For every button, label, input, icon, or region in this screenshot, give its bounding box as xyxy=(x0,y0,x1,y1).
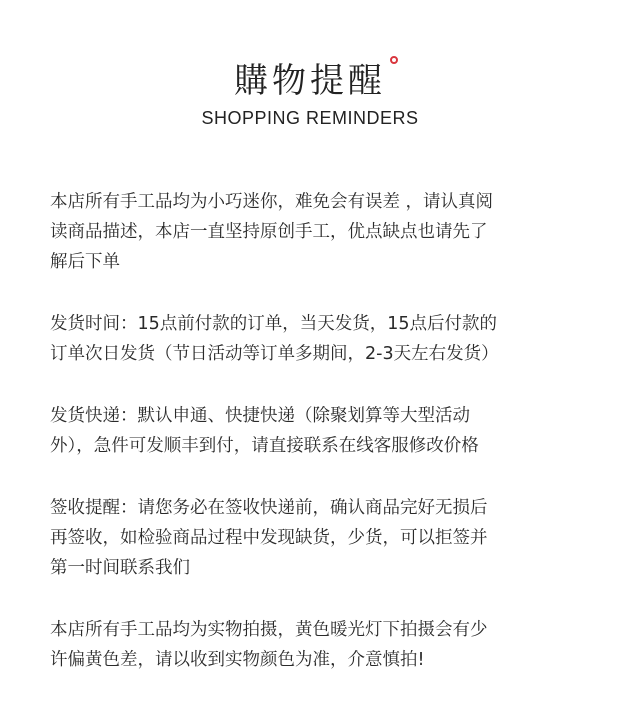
paragraph-signing-reminder: 签收提醒：请您务必在签收快递前，确认商品完好无损后 再签收，如检验商品过程中发现缺货，少货，可以拒签并 第一时间联系我们 xyxy=(50,498,488,578)
paragraph-courier: 发货快递：默认申通、快捷快递（除聚划算等大型活动 外），急件可发顺丰到付，请直接联系在线客服修改价格 xyxy=(50,406,479,456)
circle-dot-icon xyxy=(390,56,398,64)
paragraph-handmade-notice: 本店所有手工品均为小巧迷你，难免会有误差 ，请认真阅 读商品描述，本店一直坚持原创手工，优点缺点也请先了 解后下单 xyxy=(50,192,494,272)
title-wrap xyxy=(234,58,386,104)
page-title: 購物提醒 xyxy=(234,61,386,101)
page-subtitle: SHOPPING REMINDERS xyxy=(201,108,419,128)
paragraph-shipping-time: 发货时间：15点前付款的订单，当天发货，15点后付款的 订单次日发货（节日活动等订单多期间，2-3天左右发货） xyxy=(50,314,499,364)
reminder-content xyxy=(50,187,575,707)
paragraph-color-notice: 本店所有手工品均为实物拍摄，黄色暖光灯下拍摄会有少 许偏黄色差，请以收到实物颜色为准，介意慎拍! xyxy=(50,620,488,670)
header xyxy=(0,58,620,130)
